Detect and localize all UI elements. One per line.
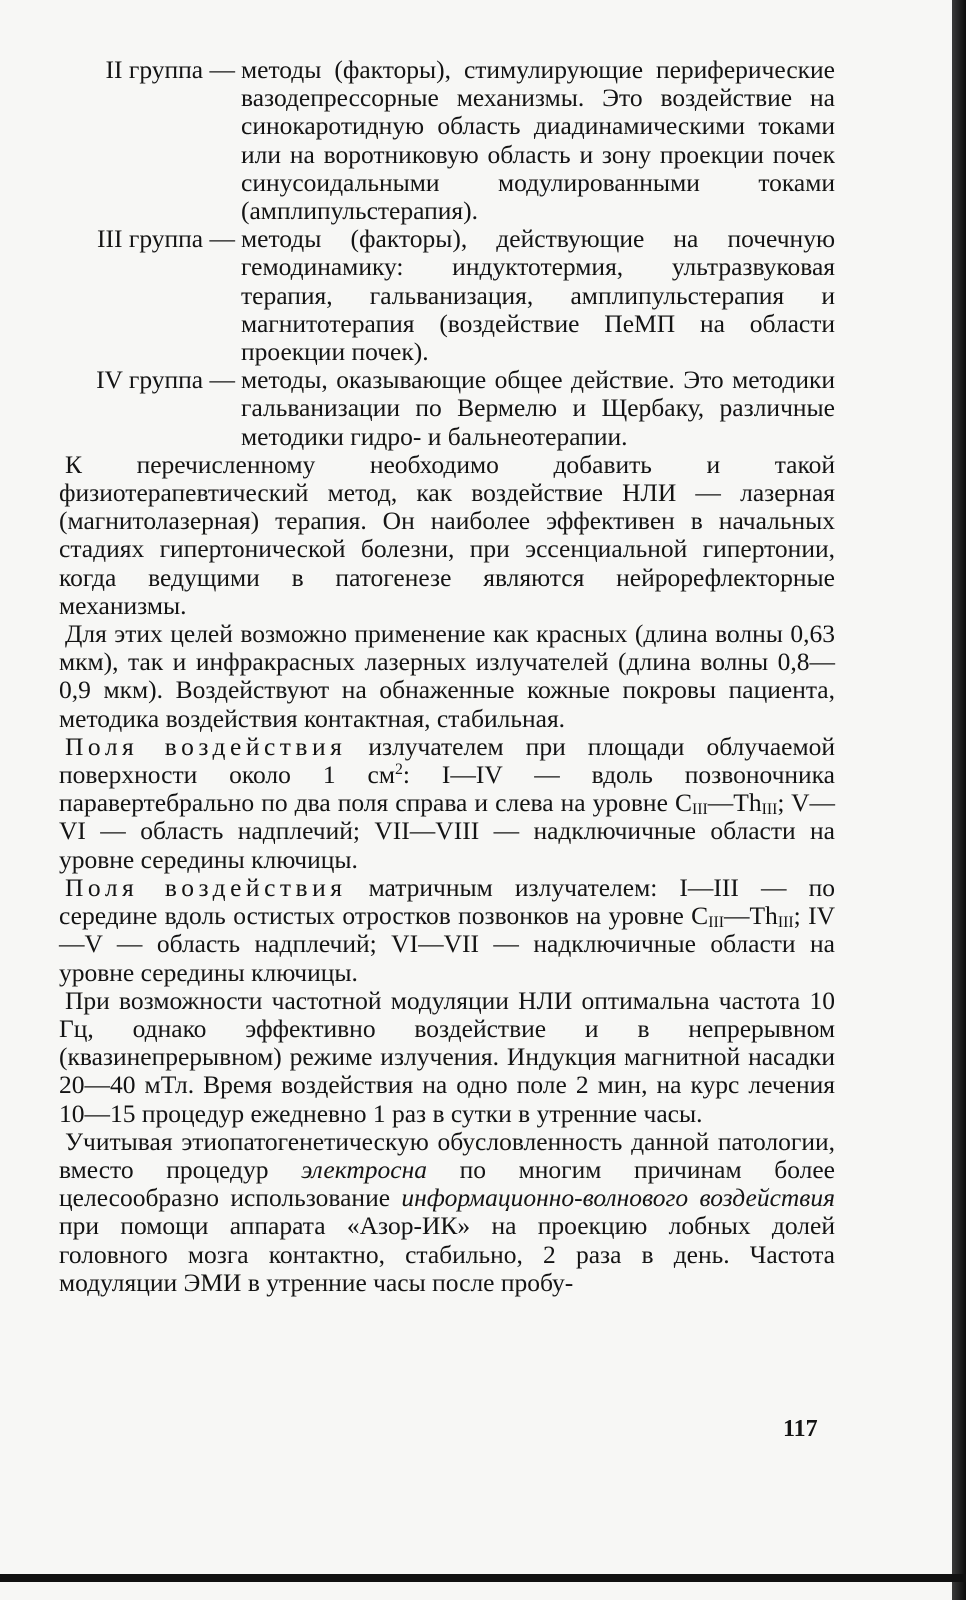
text-run: : I—IV — вдоль позвоночника паравертебрально по два поля справа и слева на уровне C: [59, 760, 836, 818]
group-text: методы (факторы), действующие на почечную гемодинамику: индуктотермия, ультразвуковая терапия, гальванизация, амплипульстерапия и магнитотерапия (воздействие ПеМП на области проекции почек).: [241, 224, 835, 367]
text-run: матричным излучателем: I—III — по середине вдоль остистых отростков позвонков на уровне C: [59, 872, 836, 931]
paragraph-laser-therapy: К перечисленному необходимо добавить и такой физиотерапевтический метод, как воздействие НЛИ — лазерная (магнитолазерная) терапия. Он наиболее эффективен в начальных стадиях гипертонической болезни, при эссенциальной гипертонии, когда ведущими в патогенезе являются нейрорефлекторные механизмы.: [59, 449, 835, 620]
text-run: по многим причинам более целесообразно использование: [59, 1154, 835, 1213]
subscript: III: [777, 914, 794, 932]
italic-term: информационно-волнового воздействия: [401, 1183, 835, 1213]
group-label: III группа —: [97, 224, 235, 254]
group-label: II группа —: [105, 55, 235, 84]
text-run: ; IV—V — область надплечий; VI—VII — надключичные области на уровне середины ключицы.: [59, 901, 835, 987]
page-edge-shadow: [952, 0, 966, 1600]
subscript: III: [761, 801, 778, 819]
paragraph-modulation: При возможности частотной модуляции НЛИ оптимальна частота 10 Гц, однако эффективно воздействие и в непрерывном (квазинепрерывном) режиме излучения. Индукция магнитной насадки 20—40 мТл. Время воздействия на одно поле 2 мин, на курс лечения 10—15 процедур ежедневно 1 раз в сутки в утренние часы.: [59, 985, 835, 1128]
group-text: методы (факторы), стимулирующие периферические вазодепрессорные механизмы. Это воздействие на синокаротидную область диадинамическими токами или на воротниковую область и зону проекции почек синусоидальными модулированными токами (амплипульстерапия).: [241, 55, 835, 226]
paragraph-fields-emitter: [59, 733, 835, 874]
page-number: 117: [783, 1416, 818, 1442]
spaced-term: Поля воздействия: [65, 731, 347, 761]
paragraph-fields-matrix: [59, 874, 835, 987]
paragraph-azor-ik: [59, 1128, 835, 1297]
italic-term: электросна: [301, 1154, 427, 1184]
group-item: [59, 56, 835, 225]
page-text: [59, 56, 835, 1297]
subscript: III: [708, 914, 724, 932]
text-run: Учитывая этиопатогенетическую обусловленность данной патологии, вместо процедур: [59, 1126, 835, 1184]
superscript: 2: [394, 761, 403, 779]
paragraph-wavelength: Для этих целей возможно применение как красных (длина волны 0,63 мкм), так и инфракрасных лазерных излучателей (длина волны 0,8—0,9 мкм). Воздействуют на обнаженные кожные покровы пациента, методика воздействия контактная, стабильная.: [59, 619, 835, 733]
text-run: —Th: [723, 901, 778, 931]
group-label: IV группа —: [96, 365, 235, 395]
group-item: [59, 366, 835, 451]
text-run: излучателем при площади облучаемой поверхности около 1 см: [59, 731, 835, 790]
spaced-term: Поля воздействия: [65, 872, 347, 902]
text-run: при помощи аппарата «Азор-ИК» на проекцию лобных долей головного мозга контактно, стабильно, 2 раза в день. Частота модуляции ЭМИ в утренние часы после пробу-: [59, 1211, 835, 1297]
subscript: III: [691, 801, 708, 819]
group-text: методы, оказывающие общее действие. Это методики гальванизации по Вермелю и Щербаку, различные методики гидро- и бальнеотерапии.: [241, 365, 835, 451]
group-item: [59, 225, 835, 366]
text-run: ; V—VI — область надплечий; VII—VIII — надключичные области на уровне середины ключицы.: [59, 788, 835, 874]
page-bottom-edge: [0, 1574, 966, 1582]
text-run: —Th: [707, 788, 762, 818]
